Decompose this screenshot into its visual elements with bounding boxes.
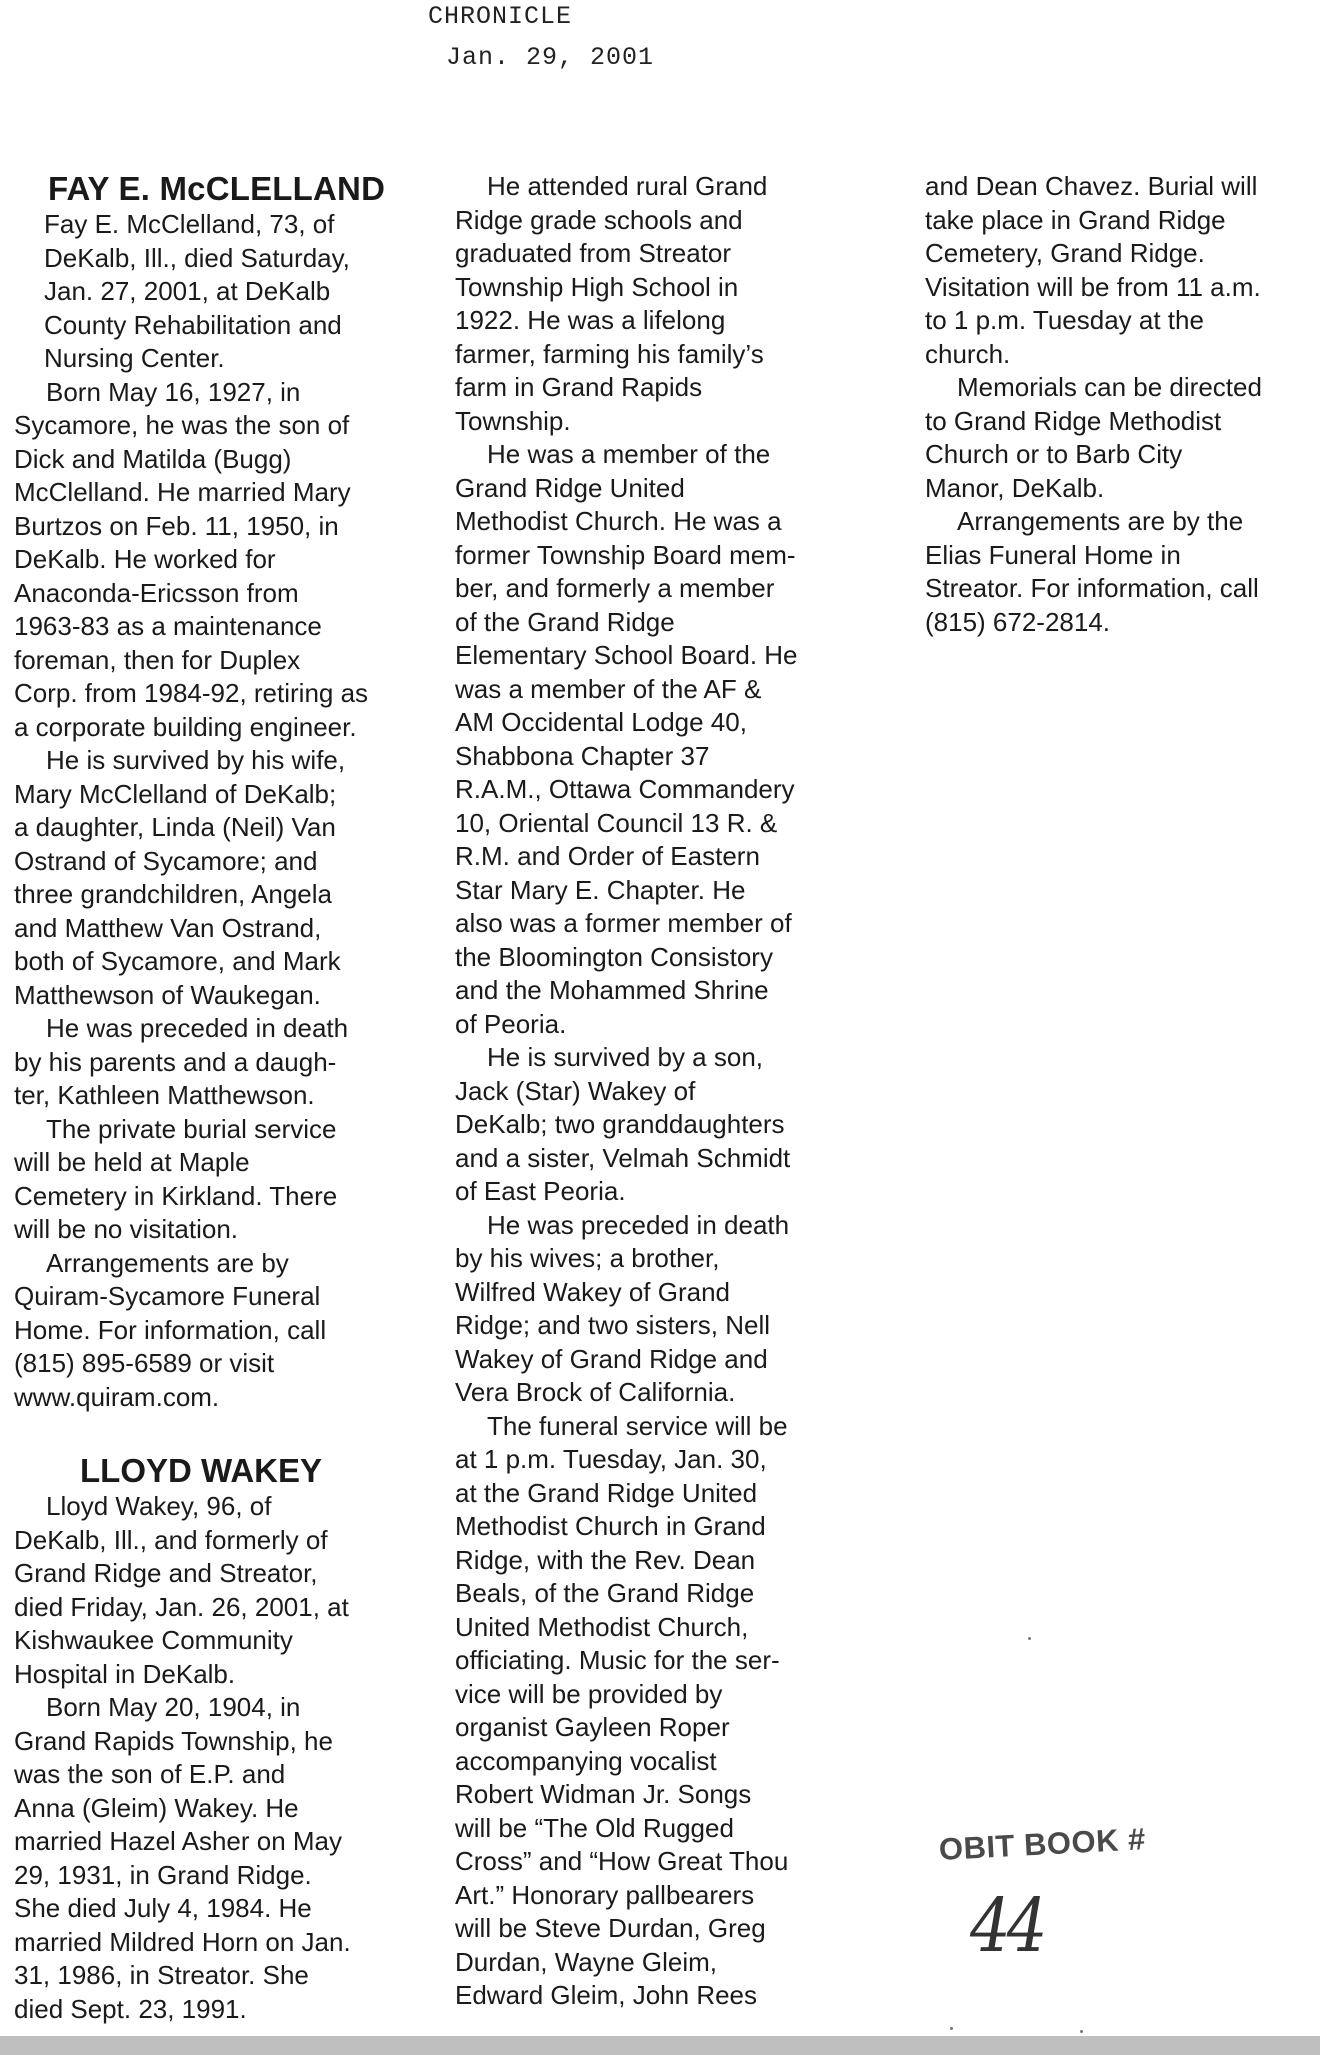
publication-date: Jan. 29, 2001 — [446, 43, 655, 72]
scan-speck — [1080, 2030, 1083, 2033]
obit2-paragraph: Born May 20, 1904, in Grand Rapids Township, he was the son of E.P. and Anna (Gleim) Wakey. He married Hazel Asher on May 29, 1931, in Grand Ridge. She died July 4, 1984. He married Mildred Horn on Jan. 31, 1986, in Streator. She died Sept. 23, 1991. — [14, 1692, 351, 2024]
obit-book-stamp: OBIT BOOK # — [938, 1821, 1147, 1867]
obit2-paragraph: He was a member of the Grand Ridge United Methodist Church. He was a former Township Board mem- ber, and formerly a member of the Grand Ridge Elementary School Board. He was a member of the AF & AM Occidental Lodge 40, Shabbona Chapter 37 R.A.M., Ottawa Commandery 10, Oriental Council 13 R. & R.M. and Order of Eastern Star Mary E. Chapter. He also was a former member of the Bloomington Consistory and the Mohammed Shrine of Peoria. — [455, 439, 798, 1039]
scan-edge — [0, 2036, 1320, 2055]
obituary-heading-wakey: LLOYD WAKEY — [80, 1452, 323, 1489]
column-1 — [14, 170, 406, 2026]
obit1-paragraph: He was preceded in death by his parents and a daugh- ter, Kathleen Matthewson. — [14, 1013, 349, 1110]
obit1-paragraph: He is survived by his wife, Mary McClelland of DeKalb; a daughter, Linda (Neil) Van Ostrand of Sycamore; and three grandchildren, Angela and Matthew Van Ostrand, both of Sycamore, and Mark Matthewson of Waukegan. — [14, 745, 346, 1010]
obit2-paragraph: Arrangements are by the Elias Funeral Home in Streator. For information, call (815) 672-2814. — [925, 506, 1259, 637]
obit2-paragraph: He is survived by a son, Jack (Star) Wakey of DeKalb; two granddaughters and a sister, Velmah Schmidt of East Peoria. — [455, 1042, 791, 1206]
obit2-paragraph: He attended rural Grand Ridge grade schools and graduated from Streator Township High School in 1922. He was a lifelong farmer, farming his family’s farm in Grand Rapids Township. — [455, 171, 768, 436]
obit2-paragraph: Lloyd Wakey, 96, of DeKalb, Ill., and formerly of Grand Ridge and Streator, died Friday, Jan. 26, 2001, at Kishwaukee Community Hospital in DeKalb. — [14, 1491, 349, 1689]
obit1-paragraph: Arrangements are by Quiram-Sycamore Funeral Home. For information, call (815) 895-6589 or visit www.quiram.com. — [14, 1247, 327, 1412]
obit1-paragraph: Born May 16, 1927, in Sycamore, he was the son of Dick and Matilda (Bugg) McClelland. He married Mary Burtzos on Feb. 11, 1950, in DeKalb. He worked for Anaconda-Ericsson from 1963-83 as a maintenance foreman, then for Duplex Corp. from 1984-92, retiring as a corporate building engineer. — [14, 376, 369, 742]
scan-speck — [950, 2027, 953, 2030]
obit2-paragraph: and Dean Chavez. Burial will take place in Grand Ridge Cemetery, Grand Ridge. Visitation will be from 11 a.m. to 1 p.m. Tuesday at the church. — [925, 171, 1261, 369]
obit1-paragraph: Fay E. McClelland, 73, of DeKalb, Ill., died Saturday, Jan. 27, 2001, at DeKalb County Rehabilitation and Nursing Center. — [44, 209, 350, 373]
scan-speck — [1028, 1637, 1031, 1640]
newspaper-source: CHRONICLE — [428, 2, 573, 31]
column-3 — [925, 170, 1280, 639]
obit2-paragraph: He was preceded in death by his wives; a brother, Wilfred Wakey of Grand Ridge; and two sisters, Nell Wakey of Grand Ridge and Vera Brock of California. — [455, 1209, 790, 1407]
column-2 — [455, 170, 845, 2013]
obituary-heading-mcclelland: FAY E. McCLELLAND — [48, 170, 386, 207]
obit1-paragraph: The private burial service will be held at Maple Cemetery in Kirkland. There will be no visitation. — [14, 1113, 338, 1244]
obit2-paragraph: Memorials can be directed to Grand Ridge Methodist Church or to Barb City Manor, DeKalb. — [925, 372, 1262, 503]
obit-book-number: 44 — [970, 1884, 1044, 1970]
obit2-paragraph: The funeral service will be at 1 p.m. Tuesday, Jan. 30, at the Grand Ridge United Methodist Church in Grand Ridge, with the Rev. Dean Beals, of the Grand Ridge United Methodist Church, officiating. Music for the ser- vice will be provided by organist Gayleen Roper accompanying vocalist Robert Widman Jr. Songs will be “The Old Rugged Cross” and “How Great Thou Art.” Honorary pallbearers will be Steve Durdan, Greg Durdan, Wayne Gleim, Edward Gleim, John Rees — [455, 1410, 789, 2010]
